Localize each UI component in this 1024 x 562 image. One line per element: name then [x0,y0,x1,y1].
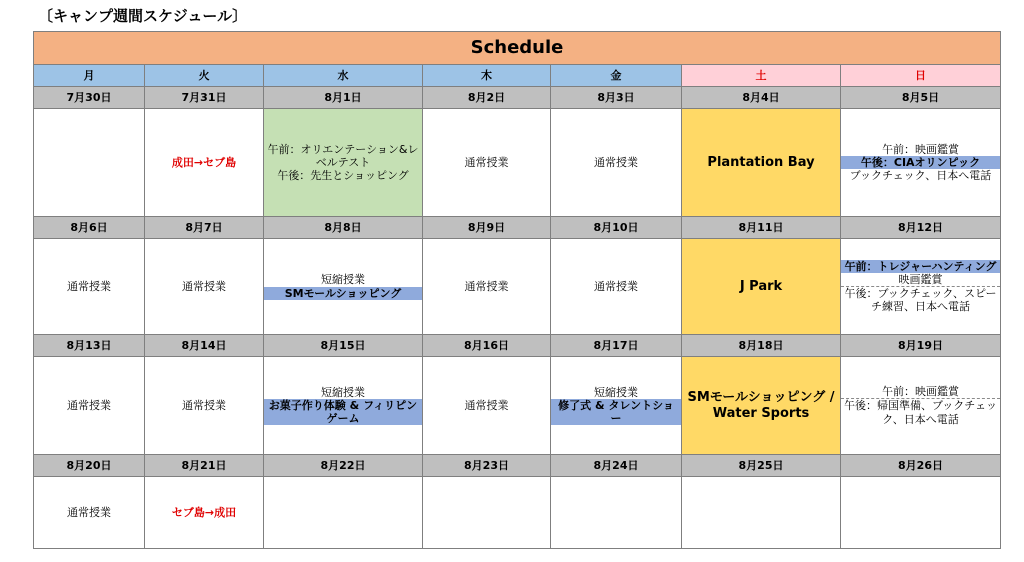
activity-text: 短縮授業 [594,385,638,399]
activity-cell: 通常授業 [34,239,145,335]
activity-text: 映画鑑賞 [898,272,943,286]
date-cell: 8月14日 [145,335,264,357]
activity-text: 午後：CIAオリンピック [841,156,1000,169]
date-cell: 8月12日 [841,217,1001,239]
activity-text: お菓子作り体験 & フィリピンゲーム [264,399,422,425]
weekday-sat: 土 [682,65,841,87]
activity-cell: 通常授業 [551,109,682,217]
date-cell: 8月8日 [264,217,423,239]
activity-cell [264,357,423,455]
schedule-table [33,31,1001,549]
date-cell: 8月18日 [682,335,841,357]
activity-row [34,239,1001,335]
activity-cell [34,109,145,217]
activity-cell [551,477,682,549]
activity-text: 午後：先生とショッピング [277,169,409,183]
weekday-sun: 日 [841,65,1001,87]
date-cell: 8月11日 [682,217,841,239]
activity-cell [841,239,1001,335]
activity-cell: 通常授業 [34,477,145,549]
activity-cell [841,357,1001,455]
activity-cell [264,239,423,335]
activity-text: 午前：映画鑑賞 [882,385,959,399]
activity-cell [423,477,551,549]
date-cell: 8月24日 [551,455,682,477]
activity-text: 短縮授業 [321,385,365,399]
activity-cell [264,109,423,217]
activity-cell: セブ島→成田 [145,477,264,549]
date-cell: 8月13日 [34,335,145,357]
weekday-mon: 月 [34,65,145,87]
activity-text: SMモールショッピング [264,287,422,300]
activity-cell: J Park [682,239,841,335]
date-cell: 8月20日 [34,455,145,477]
schedule-title: Schedule [34,32,1001,65]
activity-cell: 成田→セブ島 [145,109,264,217]
activity-text: 短縮授業 [321,273,365,287]
activity-cell: 通常授業 [34,357,145,455]
date-cell: 8月6日 [34,217,145,239]
date-cell: 8月9日 [423,217,551,239]
activity-cell [551,357,682,455]
activity-row [34,477,1001,549]
date-cell: 8月1日 [264,87,423,109]
activity-text: 修了式 & タレントショー [551,399,681,425]
date-cell: 8月17日 [551,335,682,357]
activity-text: 午前：オリエンテーション&レベルテスト [267,142,419,169]
date-row [34,455,1001,477]
activity-cell: 通常授業 [145,239,264,335]
activity-text: 午後：帰国準備、ブックチェック、日本へ電話 [841,398,1000,425]
activity-cell: 通常授業 [423,357,551,455]
date-cell: 8月4日 [682,87,841,109]
weekday-wed: 水 [264,65,423,87]
activity-cell: 通常授業 [423,109,551,217]
activity-cell: 通常授業 [551,239,682,335]
activity-row [34,109,1001,217]
date-row [34,87,1001,109]
date-row [34,217,1001,239]
activity-cell [841,477,1001,549]
date-cell: 8月2日 [423,87,551,109]
activity-row [34,357,1001,455]
activity-text: 午前：トレジャーハンティング [841,260,1000,273]
weekday-fri: 金 [551,65,682,87]
activity-cell: Plantation Bay [682,109,841,217]
date-cell: 8月7日 [145,217,264,239]
date-cell: 7月31日 [145,87,264,109]
activity-cell [264,477,423,549]
activity-text: ブックチェック、日本へ電話 [849,169,992,183]
date-cell: 8月3日 [551,87,682,109]
activity-cell [682,477,841,549]
date-cell: 7月30日 [34,87,145,109]
date-cell: 8月22日 [264,455,423,477]
weekday-header-row [34,65,1001,87]
weekday-thu: 木 [423,65,551,87]
activity-cell [841,109,1001,217]
page-caption: 〔キャンプ週間スケジュール〕 [38,7,248,25]
activity-text: 午後：ブックチェック、スピーチ練習、日本へ電話 [841,286,1000,313]
date-cell: 8月5日 [841,87,1001,109]
date-cell: 8月10日 [551,217,682,239]
activity-cell: 通常授業 [423,239,551,335]
activity-text: 午前：映画鑑賞 [882,142,959,156]
date-cell: 8月15日 [264,335,423,357]
date-row [34,335,1001,357]
activity-cell: SMモールショッピング / Water Sports [682,357,841,455]
date-cell: 8月26日 [841,455,1001,477]
date-cell: 8月21日 [145,455,264,477]
date-cell: 8月23日 [423,455,551,477]
weekday-tue: 火 [145,65,264,87]
date-cell: 8月16日 [423,335,551,357]
date-cell: 8月19日 [841,335,1001,357]
activity-cell: 通常授業 [145,357,264,455]
date-cell: 8月25日 [682,455,841,477]
